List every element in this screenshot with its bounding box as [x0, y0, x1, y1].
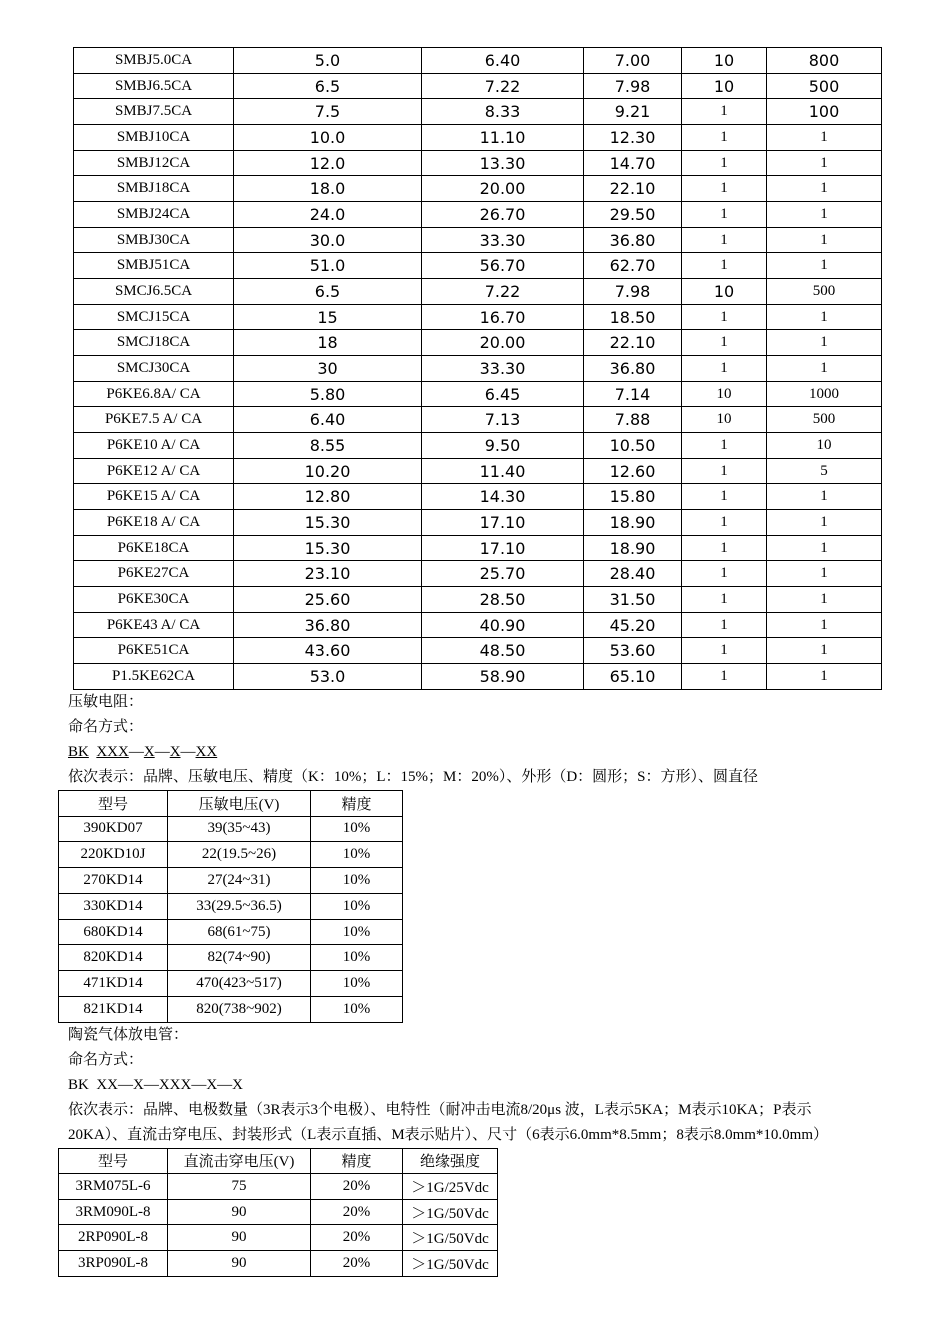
column-header: 精度: [311, 790, 403, 816]
table-cell: SMBJ12CA: [74, 150, 234, 176]
table-cell: 1: [767, 227, 882, 253]
table-cell: 45.20: [584, 612, 682, 638]
table-cell: 20%: [311, 1199, 403, 1225]
table-cell: 390KD07: [59, 816, 168, 842]
table-cell: 470(423~517): [168, 971, 311, 997]
table-cell: 11.10: [422, 125, 584, 151]
code-voltage: XXX: [96, 743, 129, 760]
table-cell: 20%: [311, 1251, 403, 1277]
table-cell: 90: [168, 1251, 311, 1277]
gdt-naming-label: 命名方式：: [68, 1051, 144, 1068]
code-precision: X: [143, 743, 155, 760]
table-cell: 7.98: [584, 73, 682, 99]
column-header: 型号: [59, 790, 168, 816]
table-cell: P6KE15 A/ CA: [74, 484, 234, 510]
table-cell: 10%: [311, 842, 403, 868]
table-cell: 14.70: [584, 150, 682, 176]
table-cell: 90: [168, 1225, 311, 1251]
table-cell: 9.50: [422, 433, 584, 459]
table-cell: 22.10: [584, 330, 682, 356]
table-cell: 1: [767, 484, 882, 510]
table-cell: 10%: [311, 868, 403, 894]
table-cell: 1: [767, 587, 882, 613]
table-cell: 22.10: [584, 176, 682, 202]
table-cell: 500: [767, 279, 882, 305]
table-cell: 12.0: [234, 150, 422, 176]
table-cell: 36.80: [234, 612, 422, 638]
table-cell: 1: [682, 484, 767, 510]
varistor-description: 依次表示：品牌、压敏电压、精度（K：10%；L：15%；M：20%）、外形（D：圆形；S：方形）、圆直径: [68, 768, 758, 785]
table-cell: 5.80: [234, 381, 422, 407]
tvs-diode-row: [74, 664, 882, 690]
table-cell: 10.0: [234, 125, 422, 151]
table-cell: 1: [682, 664, 767, 690]
varistor-naming-label: 命名方式：: [68, 718, 144, 735]
gdt-row: [59, 1251, 498, 1277]
table-cell: 15: [234, 304, 422, 330]
table-cell: 7.00: [584, 48, 682, 74]
table-cell: 12.30: [584, 125, 682, 151]
tvs-diode-table-body: [74, 48, 882, 690]
tvs-diode-row: [74, 381, 882, 407]
table-cell: 18.90: [584, 510, 682, 536]
column-header: 精度: [311, 1148, 403, 1174]
tvs-diode-row: [74, 176, 882, 202]
table-cell: 15.30: [234, 535, 422, 561]
table-cell: 471KD14: [59, 971, 168, 997]
table-cell: ＞1G/50Vdc: [403, 1199, 498, 1225]
table-cell: 53.60: [584, 638, 682, 664]
table-cell: 33.30: [422, 227, 584, 253]
table-cell: 1: [682, 458, 767, 484]
code-separator: —: [154, 743, 170, 760]
tvs-diode-row: [74, 150, 882, 176]
table-cell: 1: [682, 612, 767, 638]
table-cell: 10%: [311, 919, 403, 945]
table-cell: 10%: [311, 996, 403, 1022]
table-cell: 10.50: [584, 433, 682, 459]
table-cell: 40.90: [422, 612, 584, 638]
gdt-row: [59, 1199, 498, 1225]
table-cell: 36.80: [584, 227, 682, 253]
column-header: 型号: [59, 1148, 168, 1174]
table-cell: SMBJ51CA: [74, 253, 234, 279]
column-header: 压敏电压(V): [168, 790, 311, 816]
table-cell: 7.5: [234, 99, 422, 125]
gdt-description-line-2: 20KA）、直流击穿电压、封装形式（L表示直插、M表示贴片）、尺寸（6表示6.0mm*8.5mm；8表示8.0mm*10.0mm）: [68, 1126, 829, 1143]
table-cell: 7.98: [584, 279, 682, 305]
table-cell: 58.90: [422, 664, 584, 690]
table-cell: 500: [767, 73, 882, 99]
table-cell: 6.40: [234, 407, 422, 433]
table-cell: 3RM075L-6: [59, 1174, 168, 1200]
table-cell: SMCJ6.5CA: [74, 279, 234, 305]
table-cell: 1: [767, 202, 882, 228]
gdt-section-title: 陶瓷气体放电管：: [68, 1026, 189, 1043]
table-cell: 10: [682, 279, 767, 305]
table-cell: P6KE43 A/ CA: [74, 612, 234, 638]
table-cell: 10.20: [234, 458, 422, 484]
table-cell: 270KD14: [59, 868, 168, 894]
table-cell: 16.70: [422, 304, 584, 330]
table-header-row: [59, 790, 403, 816]
table-cell: 30: [234, 356, 422, 382]
tvs-diode-row: [74, 253, 882, 279]
varistor-row: [59, 919, 403, 945]
table-cell: 48.50: [422, 638, 584, 664]
table-cell: 62.70: [584, 253, 682, 279]
table-cell: 18.50: [584, 304, 682, 330]
table-cell: 1: [767, 510, 882, 536]
table-cell: P6KE30CA: [74, 587, 234, 613]
table-cell: 51.0: [234, 253, 422, 279]
table-cell: 1: [682, 304, 767, 330]
gdt-row: [59, 1174, 498, 1200]
table-cell: 18.90: [584, 535, 682, 561]
table-cell: 14.30: [422, 484, 584, 510]
code-separator: —: [180, 743, 196, 760]
table-cell: 820KD14: [59, 945, 168, 971]
table-cell: SMCJ15CA: [74, 304, 234, 330]
table-cell: 1: [767, 253, 882, 279]
tvs-diode-row: [74, 48, 882, 74]
table-cell: 25.60: [234, 587, 422, 613]
table-cell: 1: [767, 561, 882, 587]
table-cell: 1: [767, 304, 882, 330]
table-cell: 1: [682, 535, 767, 561]
table-cell: 90: [168, 1199, 311, 1225]
table-cell: SMBJ7.5CA: [74, 99, 234, 125]
tvs-diode-row: [74, 304, 882, 330]
table-cell: 20.00: [422, 176, 584, 202]
table-cell: 7.14: [584, 381, 682, 407]
code-shape: X: [169, 743, 181, 760]
table-cell: 24.0: [234, 202, 422, 228]
table-cell: ＞1G/25Vdc: [403, 1174, 498, 1200]
varistor-row: [59, 893, 403, 919]
table-cell: 23.10: [234, 561, 422, 587]
table-cell: ＞1G/50Vdc: [403, 1251, 498, 1277]
table-cell: 1: [682, 561, 767, 587]
tvs-diode-row: [74, 407, 882, 433]
table-cell: 39(35~43): [168, 816, 311, 842]
column-header: 绝缘强度: [403, 1148, 498, 1174]
tvs-diode-row: [74, 612, 882, 638]
table-cell: 17.10: [422, 510, 584, 536]
varistor-table: [58, 790, 403, 1023]
table-cell: 43.60: [234, 638, 422, 664]
table-cell: 20.00: [422, 330, 584, 356]
table-cell: 1: [682, 638, 767, 664]
code-diameter: XX: [195, 743, 218, 760]
table-cell: P6KE12 A/ CA: [74, 458, 234, 484]
table-cell: 1: [767, 664, 882, 690]
table-cell: 25.70: [422, 561, 584, 587]
table-cell: P6KE27CA: [74, 561, 234, 587]
tvs-diode-row: [74, 202, 882, 228]
table-cell: 1: [767, 150, 882, 176]
table-cell: 20%: [311, 1174, 403, 1200]
table-cell: 7.88: [584, 407, 682, 433]
code-separator: —: [128, 743, 144, 760]
table-cell: 18: [234, 330, 422, 356]
tvs-diode-row: [74, 227, 882, 253]
table-cell: 10: [682, 73, 767, 99]
table-cell: SMBJ5.0CA: [74, 48, 234, 74]
table-cell: 30.0: [234, 227, 422, 253]
table-cell: P6KE6.8A/ CA: [74, 381, 234, 407]
table-cell: 5: [767, 458, 882, 484]
table-cell: 1: [682, 202, 767, 228]
table-cell: 1: [682, 330, 767, 356]
table-cell: 1: [682, 356, 767, 382]
table-cell: 500: [767, 407, 882, 433]
table-cell: SMBJ6.5CA: [74, 73, 234, 99]
varistor-row: [59, 971, 403, 997]
table-cell: 1: [682, 227, 767, 253]
table-cell: 1: [682, 587, 767, 613]
tvs-diode-row: [74, 587, 882, 613]
table-cell: 13.30: [422, 150, 584, 176]
table-cell: 31.50: [584, 587, 682, 613]
column-header: 直流击穿电压(V): [168, 1148, 311, 1174]
table-cell: 220KD10J: [59, 842, 168, 868]
table-cell: ＞1G/50Vdc: [403, 1225, 498, 1251]
tvs-diode-row: [74, 638, 882, 664]
table-cell: SMBJ24CA: [74, 202, 234, 228]
tvs-diode-row: [74, 484, 882, 510]
table-cell: 1: [767, 356, 882, 382]
table-cell: 33(29.5~36.5): [168, 893, 311, 919]
table-cell: 821KD14: [59, 996, 168, 1022]
tvs-diode-row: [74, 73, 882, 99]
table-cell: 1: [767, 330, 882, 356]
table-cell: 100: [767, 99, 882, 125]
table-cell: 8.55: [234, 433, 422, 459]
table-cell: 56.70: [422, 253, 584, 279]
table-cell: 8.33: [422, 99, 584, 125]
table-cell: 53.0: [234, 664, 422, 690]
table-cell: 9.21: [584, 99, 682, 125]
table-cell: 10%: [311, 945, 403, 971]
table-cell: 7.13: [422, 407, 584, 433]
table-cell: 10: [767, 433, 882, 459]
tvs-diode-row: [74, 458, 882, 484]
table-cell: 10: [682, 381, 767, 407]
table-cell: 75: [168, 1174, 311, 1200]
table-cell: 68(61~75): [168, 919, 311, 945]
table-cell: 3RP090L-8: [59, 1251, 168, 1277]
varistor-section-title: 压敏电阻：: [68, 693, 144, 710]
table-cell: SMCJ30CA: [74, 356, 234, 382]
table-cell: P6KE51CA: [74, 638, 234, 664]
table-cell: 6.5: [234, 73, 422, 99]
table-cell: SMBJ10CA: [74, 125, 234, 151]
tvs-diode-row: [74, 561, 882, 587]
tvs-diode-row: [74, 535, 882, 561]
table-cell: 82(74~90): [168, 945, 311, 971]
tvs-diode-row: [74, 433, 882, 459]
table-cell: 1: [682, 433, 767, 459]
gdt-description-line-1: 依次表示：品牌、电极数量（3R表示3个电极）、电特性（耐冲击电流8/20μs 波，L表示5KA；M表示10KA；P表示: [68, 1101, 812, 1118]
table-cell: 27(24~31): [168, 868, 311, 894]
gdt-table-body: [59, 1148, 498, 1276]
table-cell: 18.0: [234, 176, 422, 202]
tvs-diode-row: [74, 356, 882, 382]
table-cell: P6KE10 A/ CA: [74, 433, 234, 459]
table-cell: 12.60: [584, 458, 682, 484]
table-cell: 820(738~902): [168, 996, 311, 1022]
table-cell: 15.30: [234, 510, 422, 536]
table-cell: 33.30: [422, 356, 584, 382]
table-cell: 1: [767, 535, 882, 561]
table-cell: SMBJ18CA: [74, 176, 234, 202]
table-cell: 12.80: [234, 484, 422, 510]
table-cell: P6KE18CA: [74, 535, 234, 561]
tvs-diode-row: [74, 330, 882, 356]
table-cell: 1: [767, 638, 882, 664]
table-cell: 1: [767, 125, 882, 151]
table-cell: 10%: [311, 971, 403, 997]
table-cell: 800: [767, 48, 882, 74]
table-cell: 3RM090L-8: [59, 1199, 168, 1225]
table-cell: 1: [682, 99, 767, 125]
table-cell: 26.70: [422, 202, 584, 228]
gdt-naming-code: BK XX—X—XXX—X—X: [68, 1076, 243, 1093]
gdt-table: [58, 1148, 498, 1277]
table-cell: 15.80: [584, 484, 682, 510]
table-cell: 5.0: [234, 48, 422, 74]
table-cell: 20%: [311, 1225, 403, 1251]
table-cell: 28.50: [422, 587, 584, 613]
table-cell: 1: [682, 150, 767, 176]
tvs-diode-row: [74, 279, 882, 305]
table-cell: 1: [767, 612, 882, 638]
tvs-diode-row: [74, 99, 882, 125]
varistor-table-body: [59, 790, 403, 1022]
table-cell: 10%: [311, 816, 403, 842]
tvs-diode-row: [74, 125, 882, 151]
table-cell: P6KE18 A/ CA: [74, 510, 234, 536]
table-header-row: [59, 1148, 498, 1174]
table-cell: 1: [682, 125, 767, 151]
tvs-diode-row: [74, 510, 882, 536]
table-cell: 29.50: [584, 202, 682, 228]
table-cell: 7.22: [422, 73, 584, 99]
table-cell: 10: [682, 48, 767, 74]
table-cell: 680KD14: [59, 919, 168, 945]
varistor-row: [59, 945, 403, 971]
table-cell: 65.10: [584, 664, 682, 690]
table-cell: SMBJ30CA: [74, 227, 234, 253]
varistor-row: [59, 996, 403, 1022]
table-cell: 1: [682, 253, 767, 279]
table-cell: 11.40: [422, 458, 584, 484]
table-cell: 1: [767, 176, 882, 202]
table-cell: 10%: [311, 893, 403, 919]
varistor-naming-code: [68, 740, 943, 765]
table-cell: P6KE7.5 A/ CA: [74, 407, 234, 433]
table-cell: 1: [682, 510, 767, 536]
gdt-row: [59, 1225, 498, 1251]
varistor-row: [59, 842, 403, 868]
varistor-row: [59, 868, 403, 894]
table-cell: 6.5: [234, 279, 422, 305]
table-cell: 17.10: [422, 535, 584, 561]
table-cell: 2RP090L-8: [59, 1225, 168, 1251]
table-cell: 330KD14: [59, 893, 168, 919]
table-cell: 1: [682, 176, 767, 202]
table-cell: SMCJ18CA: [74, 330, 234, 356]
table-cell: 6.45: [422, 381, 584, 407]
varistor-row: [59, 816, 403, 842]
code-brand: BK: [68, 743, 89, 760]
table-cell: 10: [682, 407, 767, 433]
table-cell: 1000: [767, 381, 882, 407]
table-cell: 7.22: [422, 279, 584, 305]
table-cell: 22(19.5~26): [168, 842, 311, 868]
table-cell: 36.80: [584, 356, 682, 382]
table-cell: 6.40: [422, 48, 584, 74]
table-cell: 28.40: [584, 561, 682, 587]
tvs-diode-table: [73, 47, 882, 690]
table-cell: P1.5KE62CA: [74, 664, 234, 690]
